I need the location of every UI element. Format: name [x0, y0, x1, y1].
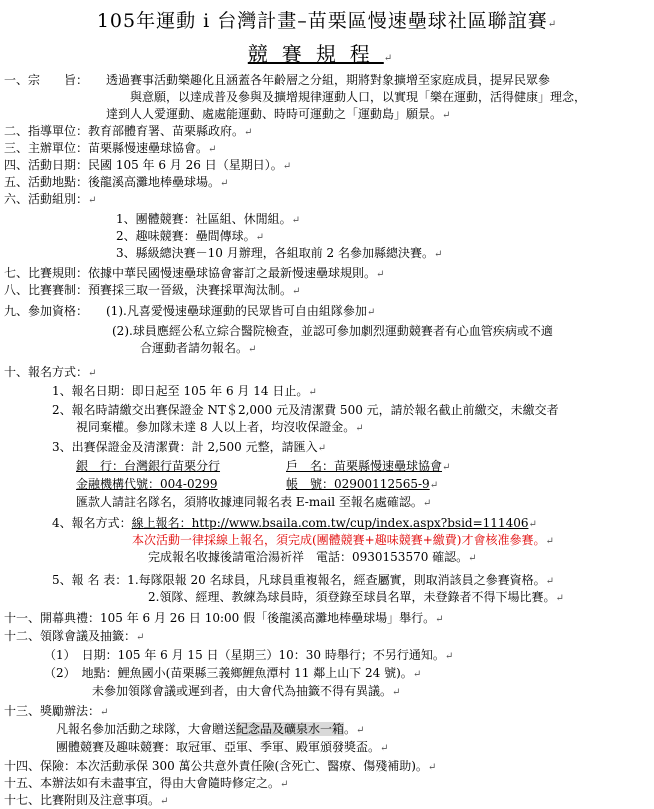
registration-item-2-cont: 視同棄權。參加隊未達 8 人以上者，均沒收保證金。↵: [76, 420, 364, 434]
registration-red-notice: 本次活動一律採線上報名，須完成(團體競賽+趣味競賽+繳費)才會核准參賽。↵: [132, 533, 554, 547]
registration-contact: 完成報名收據後請電洽湯祈祥 電話：0930153570 確認。↵: [148, 550, 477, 564]
bank-code: 金融機構代號：004-0299: [76, 477, 218, 491]
section-groups: 六、活動組別：↵: [4, 192, 97, 206]
section-purpose-line1: 透過賽事活動樂趣化且涵蓋各年齡層之分組，期將對象擴增至家庭成員，提昇民眾參: [106, 73, 551, 87]
registration-item-3: 3、出賽保證金及清潔費：計 2,500 元整，請匯入↵: [52, 440, 327, 454]
awards-item-2: 團體競賽及趣味競賽：取冠軍、亞軍、季軍、殿軍頒發獎盃。↵: [56, 740, 389, 754]
section-rules: 七、比賽規則：依據中華民國慢速壘球協會審訂之最新慢速壘球規則。↵: [4, 266, 385, 280]
document-title: 105年運動 i 台灣計畫–苗栗區慢速壘球社區聯誼賽↵: [96, 10, 558, 32]
section-guidance: 二、指導單位：教育部體育署、苗栗縣政府。↵: [4, 124, 253, 138]
section-organizer: 三、主辦單位：苗栗縣慢速壘球協會。↵: [4, 141, 217, 155]
section-registration: 十、報名方式：↵: [4, 365, 97, 379]
section-purpose-label: 一、宗 旨：: [4, 73, 89, 87]
awards-item-1: 凡報名參加活動之球隊，大會贈送紀念品及礦泉水一箱。↵: [56, 722, 365, 736]
meeting-date: （1） 日期：105 年 6 月 15 日（星期三）10：30 時舉行；不另行通知。↵: [44, 648, 454, 662]
registration-item-4: 4、報名方式：線上報名：http://www.bsaila.com.tw/cup/index.aspx?bsid=111406↵: [52, 516, 537, 530]
section-notes: 十七、比賽附則及注意事項。↵: [4, 793, 169, 807]
section-purpose-line2: 與意願，以達成普及參與及擴增規律運動人口，以實現「樂在運動，活得健康」理念，: [130, 90, 587, 104]
bank-name: 銀 行：台灣銀行苗栗分行: [76, 459, 221, 473]
section-purpose-line3: 達到人人愛運動、處處能運動、時時可運動之「運動島」願景。↵: [106, 107, 451, 121]
registration-item-2: 2、報名時請繳交出賽保證金 NT＄2,000 元及清潔費 500 元，請於報名截止前繳交，未繳交者: [52, 403, 559, 417]
section-opening: 十一、開幕典禮：105 年 6 月 26 日 10:00 假「後龍溪高灘地棒壘球場」舉行。↵: [4, 611, 444, 625]
document-subtitle: 競賽規程↵: [247, 42, 407, 66]
section-awards: 十三、獎勵辦法：↵: [4, 704, 109, 718]
registration-item-5: 5、報 名 表：1.每隊限報 20 名球員，凡球員重複報名，經查屬實，則取消該員之參賽資格。↵: [52, 573, 555, 587]
account-name: 戶 名：苗栗縣慢速壘球協會↵: [286, 459, 451, 473]
groups-item-1: 1、團體競賽：社區組、休閒組。↵: [116, 212, 301, 226]
groups-item-2: 2、趣味競賽：壘間傳球。↵: [116, 229, 265, 243]
eligibility-item-1: (1).凡喜愛慢速壘球運動的民眾皆可自由組隊參加↵: [106, 304, 376, 318]
groups-item-3: 3、縣級總決賽－10 月辦理，各組取前 2 名參加縣總決賽。↵: [116, 246, 443, 260]
section-eligibility-label: 九、參加資格：: [4, 304, 89, 318]
section-meeting: 十二、領隊會議及抽籤：↵: [4, 629, 145, 643]
section-format: 八、比賽賽制：預賽採三取一晉級，決賽採單淘汰制。↵: [4, 283, 301, 297]
eligibility-item-2: (2).球員應經公私立綜合醫院檢查，並認可參加劇烈運動競賽者有心血管疾病或不適: [112, 324, 553, 338]
section-insurance: 十四、保險：本次活動承保 300 萬公共意外責任險(含死亡、醫療、傷殘補助)。↵: [4, 759, 437, 773]
meeting-location: （2） 地點：鯉魚國小(苗栗縣三義鄉鯉魚潭村 11 鄰上山下 24 號)。↵: [44, 666, 422, 680]
remittance-note: 匯款人請註名隊名，須將收據連同報名表 E-mail 至報名處確認。↵: [76, 495, 432, 509]
registration-item-5-cont: 2.領隊、經理、教練為球員時，須登錄至球員名單，未登錄者不得下場比賽。↵: [148, 590, 564, 604]
eligibility-item-2-cont: 合運動者請勿報名。↵: [140, 341, 257, 355]
section-venue: 五、活動地點：後龍溪高灘地棒壘球場。↵: [4, 175, 229, 189]
registration-link[interactable]: 線上報名：http://www.bsaila.com.tw/cup/index.aspx?bsid=111406: [131, 516, 529, 530]
meeting-note: 未參加領隊會議或遲到者，由大會代為抽籤不得有異議。↵: [92, 684, 401, 698]
account-number: 帳 號：02900112565-9↵: [286, 477, 439, 491]
section-amendment: 十五、本辦法如有未盡事宜，得由大會隨時修定之。↵: [4, 776, 289, 790]
section-date: 四、活動日期：民國 105 年 6 月 26 日（星期日）。↵: [4, 158, 292, 172]
registration-item-1: 1、報名日期：即日起至 105 年 6 月 14 日止。↵: [52, 384, 317, 398]
